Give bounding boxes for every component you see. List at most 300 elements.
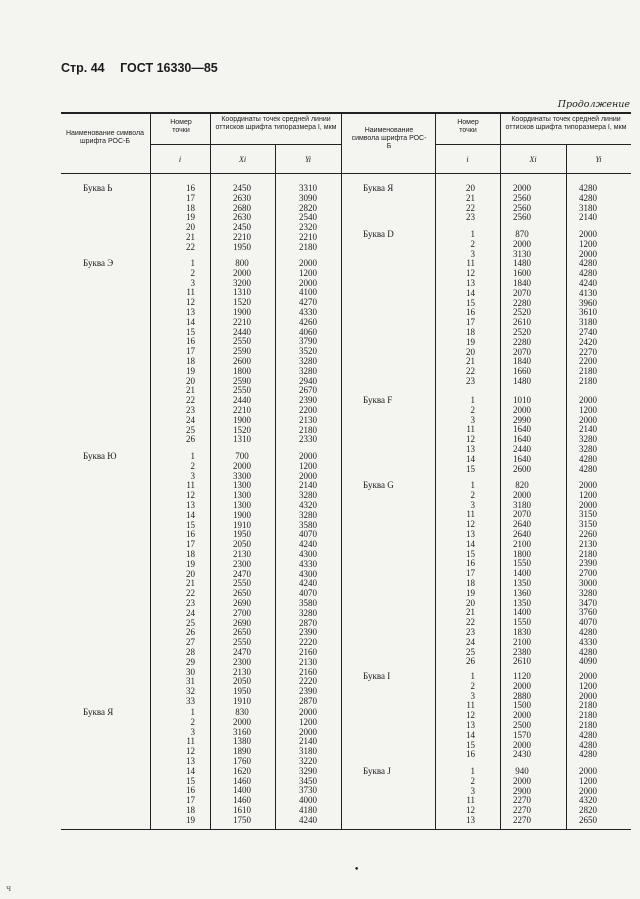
y-coordinate: 1200 xyxy=(579,489,597,500)
y-coordinate: 2000 xyxy=(299,470,317,481)
symbol-name xyxy=(341,731,436,741)
y-coordinate: 2140 xyxy=(299,480,317,491)
point-number: 22 xyxy=(466,617,475,628)
x-coordinate: 1350 xyxy=(513,577,531,588)
symbol-name xyxy=(341,618,436,628)
y-coordinate: 2700 xyxy=(579,568,597,579)
x-coordinate: 1570 xyxy=(513,729,531,740)
x-coordinate: 2210 xyxy=(233,316,251,327)
point-number: 33 xyxy=(186,695,195,706)
point-number: 14 xyxy=(186,765,195,776)
point-number: 13 xyxy=(186,499,195,510)
symbol-name xyxy=(341,787,436,797)
x-coordinate: 1760 xyxy=(233,755,251,766)
x-coordinate: 1900 xyxy=(233,509,251,520)
y-coordinate: 2320 xyxy=(299,222,317,233)
y-coordinate: 2540 xyxy=(299,212,317,223)
point-number: 23 xyxy=(466,375,475,386)
x-coordinate: 2070 xyxy=(513,346,531,357)
y-coordinate: 3310 xyxy=(299,183,317,193)
y-coordinate: 3150 xyxy=(579,519,597,530)
header-coords-right: Координаты точек средней линии оттисков шрифта типоразмера I, мкм xyxy=(505,116,627,131)
symbol-name xyxy=(61,609,156,619)
x-coordinate: 2130 xyxy=(233,666,251,677)
y-coordinate: 2390 xyxy=(299,395,317,406)
y-coordinate: 3610 xyxy=(579,307,597,318)
y-coordinate: 2130 xyxy=(299,414,317,425)
header-number-right: Номер точки xyxy=(457,119,479,134)
symbol-name: Буква Э xyxy=(83,258,114,268)
symbol-name xyxy=(61,213,156,223)
point-number: 24 xyxy=(186,414,195,425)
point-number: 11 xyxy=(466,795,475,806)
x-coordinate: 2560 xyxy=(513,212,531,223)
y-coordinate: 2820 xyxy=(299,202,317,213)
x-coordinate: 940 xyxy=(515,766,529,776)
point-number: 13 xyxy=(466,719,475,730)
symbol-name xyxy=(61,728,156,738)
y-coordinate: 4280 xyxy=(579,453,597,464)
y-coordinate: 2390 xyxy=(299,686,317,697)
y-coordinate: 4280 xyxy=(579,739,597,750)
x-coordinate: 2550 xyxy=(233,578,251,589)
point-number: 14 xyxy=(466,538,475,549)
symbol-name xyxy=(61,416,156,426)
point-number: 12 xyxy=(466,805,475,816)
y-coordinate: 2330 xyxy=(299,434,317,445)
y-coordinate: 4070 xyxy=(579,617,597,628)
point-number: 2 xyxy=(470,238,475,249)
y-coordinate: 4280 xyxy=(579,626,597,637)
symbol-name xyxy=(341,435,436,445)
symbol-name xyxy=(341,750,436,760)
x-coordinate: 2000 xyxy=(513,739,531,750)
header-coords: Координаты точек средней линии оттисков шрифта типоразмера I, мкм xyxy=(215,116,337,131)
y-coordinate: 2000 xyxy=(579,395,597,405)
y-coordinate: 4300 xyxy=(299,548,317,559)
symbol-name xyxy=(61,462,156,472)
symbol-name xyxy=(61,638,156,648)
symbol-name xyxy=(341,501,436,511)
symbol-name: Буква J xyxy=(363,766,391,776)
y-coordinate: 3280 xyxy=(579,443,597,454)
x-coordinate: 1120 xyxy=(513,671,531,681)
point-number: 12 xyxy=(186,746,195,757)
x-coordinate: 1950 xyxy=(233,529,251,540)
point-number: 2 xyxy=(470,680,475,691)
x-coordinate: 1310 xyxy=(233,434,251,445)
symbol-name xyxy=(341,648,436,658)
symbol-name xyxy=(341,348,436,358)
symbol-name xyxy=(61,677,156,687)
x-coordinate: 2000 xyxy=(233,716,251,727)
symbol-name xyxy=(341,657,436,667)
y-coordinate: 3180 xyxy=(579,202,597,213)
x-coordinate: 3200 xyxy=(233,277,251,288)
symbol-name xyxy=(341,530,436,540)
x-coordinate: 2210 xyxy=(233,231,251,242)
x-coordinate: 1640 xyxy=(513,434,531,445)
point-number: 25 xyxy=(466,646,475,657)
point-number: 16 xyxy=(186,183,195,193)
point-number: 19 xyxy=(466,336,475,347)
point-number: 17 xyxy=(186,795,195,806)
symbol-name xyxy=(341,308,436,318)
point-number: 16 xyxy=(186,336,195,347)
x-coordinate: 1640 xyxy=(513,453,531,464)
x-coordinate: 2000 xyxy=(513,680,531,691)
letter-group xyxy=(61,708,341,826)
x-coordinate: 1900 xyxy=(233,306,251,317)
x-coordinate: 2610 xyxy=(513,317,531,328)
x-coordinate: 1840 xyxy=(513,277,531,288)
point-number: 31 xyxy=(186,676,195,687)
point-number: 1 xyxy=(470,766,475,776)
y-coordinate: 4240 xyxy=(299,539,317,550)
y-coordinate: 3220 xyxy=(299,755,317,766)
symbol-name xyxy=(61,377,156,387)
header-number: Номер точки xyxy=(170,119,192,134)
y-coordinate: 2270 xyxy=(579,346,597,357)
x-coordinate: 2650 xyxy=(233,627,251,638)
y-coordinate: 1200 xyxy=(579,238,597,249)
x-coordinate: 1300 xyxy=(233,480,251,491)
symbol-name xyxy=(61,767,156,777)
x-coordinate: 2900 xyxy=(513,785,531,796)
symbol-name xyxy=(61,540,156,550)
y-coordinate: 4280 xyxy=(579,463,597,474)
y-coordinate: 2000 xyxy=(579,248,597,259)
y-coordinate: 2130 xyxy=(579,538,597,549)
letter-group xyxy=(61,452,341,707)
symbol-name xyxy=(341,289,436,299)
point-number: 18 xyxy=(466,326,475,337)
y-coordinate: 3730 xyxy=(299,785,317,796)
symbol-name xyxy=(341,406,436,416)
point-number: 23 xyxy=(186,404,195,415)
x-coordinate: 2600 xyxy=(513,463,531,474)
y-coordinate: 3520 xyxy=(299,346,317,357)
symbol-name xyxy=(341,367,436,377)
symbol-name xyxy=(61,318,156,328)
x-coordinate: 2550 xyxy=(233,336,251,347)
symbol-name xyxy=(341,425,436,435)
symbol-name xyxy=(341,213,436,223)
y-coordinate: 2200 xyxy=(299,404,317,415)
x-coordinate: 2300 xyxy=(233,558,251,569)
x-coordinate: 3130 xyxy=(513,248,531,259)
symbol-name xyxy=(341,550,436,560)
symbol-name xyxy=(341,520,436,530)
x-coordinate: 1500 xyxy=(513,700,531,711)
y-coordinate: 4130 xyxy=(579,287,597,298)
y-coordinate: 2160 xyxy=(299,666,317,677)
x-coordinate: 2690 xyxy=(233,617,251,628)
y-coordinate: 2870 xyxy=(299,695,317,706)
y-coordinate: 2000 xyxy=(299,726,317,737)
y-coordinate: 3280 xyxy=(299,509,317,520)
x-coordinate: 1480 xyxy=(513,375,531,386)
y-coordinate: 2000 xyxy=(579,499,597,510)
y-coordinate: 2000 xyxy=(579,766,597,776)
symbol-name xyxy=(341,279,436,289)
symbol-name xyxy=(61,786,156,796)
x-coordinate: 2000 xyxy=(513,775,531,786)
point-number: 19 xyxy=(186,212,195,223)
x-coordinate: 2450 xyxy=(233,222,251,233)
x-coordinate: 2700 xyxy=(233,607,251,618)
table-top-rule xyxy=(61,112,631,114)
x-coordinate: 2640 xyxy=(513,528,531,539)
x-coordinate: 700 xyxy=(235,451,249,461)
symbol-name xyxy=(61,337,156,347)
point-number: 12 xyxy=(466,710,475,721)
point-number: 22 xyxy=(186,241,195,252)
x-coordinate: 2520 xyxy=(513,307,531,318)
y-coordinate: 3280 xyxy=(299,365,317,376)
point-number: 26 xyxy=(466,656,475,667)
symbol-name xyxy=(61,747,156,757)
letter-group xyxy=(341,672,621,760)
x-coordinate: 2100 xyxy=(513,538,531,549)
symbol-name xyxy=(61,718,156,728)
y-coordinate: 2160 xyxy=(299,646,317,657)
y-coordinate: 2420 xyxy=(579,336,597,347)
point-number: 17 xyxy=(186,346,195,357)
header-sub-rule-right xyxy=(435,144,631,145)
point-number: 1 xyxy=(470,480,475,490)
point-number: 12 xyxy=(466,434,475,445)
point-number: 3 xyxy=(190,277,195,288)
point-number: 11 xyxy=(466,424,475,435)
x-coordinate: 2000 xyxy=(513,710,531,721)
y-coordinate: 3470 xyxy=(579,597,597,608)
x-coordinate: 1460 xyxy=(233,775,251,786)
point-number: 15 xyxy=(466,463,475,474)
symbol-name xyxy=(341,701,436,711)
y-coordinate: 3290 xyxy=(299,765,317,776)
symbol-name xyxy=(341,465,436,475)
x-coordinate: 1800 xyxy=(513,548,531,559)
x-coordinate: 1830 xyxy=(513,626,531,637)
y-coordinate: 2740 xyxy=(579,326,597,337)
symbol-name xyxy=(61,367,156,377)
x-coordinate: 1300 xyxy=(233,490,251,501)
x-coordinate: 1360 xyxy=(513,587,531,598)
symbol-name xyxy=(61,619,156,629)
point-number: 15 xyxy=(466,297,475,308)
y-coordinate: 2200 xyxy=(579,356,597,367)
y-coordinate: 1200 xyxy=(579,680,597,691)
x-coordinate: 1460 xyxy=(233,795,251,806)
x-coordinate: 2650 xyxy=(233,588,251,599)
x-coordinate: 1610 xyxy=(233,804,251,815)
letter-group xyxy=(341,481,621,667)
symbol-name xyxy=(341,796,436,806)
point-number: 21 xyxy=(466,356,475,367)
header-bottom-rule xyxy=(61,173,631,174)
point-number: 20 xyxy=(186,375,195,386)
y-coordinate: 2670 xyxy=(299,385,317,396)
point-number: 27 xyxy=(186,637,195,648)
symbol-name xyxy=(61,687,156,697)
point-number: 11 xyxy=(466,258,475,269)
x-coordinate: 2270 xyxy=(513,795,531,806)
y-coordinate: 4000 xyxy=(299,795,317,806)
x-coordinate: 2430 xyxy=(513,749,531,760)
y-coordinate: 4330 xyxy=(299,558,317,569)
symbol-name xyxy=(61,570,156,580)
header-x-right: Xi xyxy=(529,155,537,164)
y-coordinate: 2140 xyxy=(299,736,317,747)
x-coordinate: 1310 xyxy=(233,287,251,298)
symbol-name xyxy=(341,599,436,609)
y-coordinate: 3280 xyxy=(579,587,597,598)
y-coordinate: 2180 xyxy=(579,700,597,711)
point-number: 21 xyxy=(186,231,195,242)
symbol-name xyxy=(61,796,156,806)
point-number: 3 xyxy=(190,470,195,481)
y-coordinate: 4180 xyxy=(299,804,317,815)
symbol-name xyxy=(341,721,436,731)
symbol-name xyxy=(61,579,156,589)
y-coordinate: 4280 xyxy=(579,192,597,203)
point-number: 16 xyxy=(186,785,195,796)
y-coordinate: 2000 xyxy=(299,707,317,717)
symbol-name xyxy=(341,540,436,550)
point-number: 21 xyxy=(186,578,195,589)
symbol-name xyxy=(61,472,156,482)
point-number: 24 xyxy=(466,636,475,647)
y-coordinate: 1200 xyxy=(579,404,597,415)
symbol-name xyxy=(61,589,156,599)
y-coordinate: 3960 xyxy=(579,297,597,308)
y-coordinate: 4280 xyxy=(579,183,597,193)
y-coordinate: 2180 xyxy=(299,424,317,435)
y-coordinate: 4270 xyxy=(299,297,317,308)
y-coordinate: 4320 xyxy=(579,795,597,806)
y-coordinate: 2180 xyxy=(579,375,597,386)
point-number: 17 xyxy=(466,568,475,579)
x-coordinate: 2210 xyxy=(233,404,251,415)
symbol-name xyxy=(341,806,436,816)
point-number: 3 xyxy=(470,499,475,510)
x-coordinate: 1910 xyxy=(233,695,251,706)
x-coordinate: 1950 xyxy=(233,686,251,697)
symbol-name xyxy=(61,347,156,357)
y-coordinate: 2130 xyxy=(299,656,317,667)
symbol-name xyxy=(61,521,156,531)
y-coordinate: 2390 xyxy=(579,558,597,569)
point-number: 18 xyxy=(186,202,195,213)
x-coordinate: 2550 xyxy=(233,637,251,648)
point-number: 32 xyxy=(186,686,195,697)
x-coordinate: 1380 xyxy=(233,736,251,747)
x-coordinate: 2590 xyxy=(233,375,251,386)
y-coordinate: 3180 xyxy=(299,746,317,757)
y-coordinate: 3280 xyxy=(299,355,317,366)
point-number: 28 xyxy=(186,646,195,657)
y-coordinate: 4280 xyxy=(579,729,597,740)
y-coordinate: 1200 xyxy=(299,460,317,471)
point-number: 20 xyxy=(186,222,195,233)
symbol-name xyxy=(61,511,156,521)
symbol-name xyxy=(341,579,436,589)
symbol-name xyxy=(341,510,436,520)
x-coordinate: 2280 xyxy=(513,297,531,308)
x-coordinate: 2000 xyxy=(513,238,531,249)
letter-group xyxy=(341,767,621,826)
y-coordinate: 3280 xyxy=(299,490,317,501)
symbol-name xyxy=(61,233,156,243)
symbol-name xyxy=(61,668,156,678)
y-coordinate: 4090 xyxy=(579,656,597,667)
point-number: 24 xyxy=(186,607,195,618)
x-coordinate: 1620 xyxy=(233,765,251,776)
symbol-name: Буква Ь xyxy=(83,183,113,193)
point-number: 20 xyxy=(186,568,195,579)
point-number: 3 xyxy=(470,690,475,701)
symbol-name xyxy=(341,559,436,569)
y-coordinate: 4280 xyxy=(579,268,597,279)
point-number: 20 xyxy=(466,183,475,193)
header-i: i xyxy=(178,155,182,164)
symbol-name: Буква G xyxy=(363,480,394,490)
y-coordinate: 2000 xyxy=(299,258,317,268)
y-coordinate: 3150 xyxy=(579,509,597,520)
point-number: 26 xyxy=(186,434,195,445)
corner-mark: ч xyxy=(6,884,12,893)
y-coordinate: 4280 xyxy=(579,258,597,269)
y-coordinate: 2000 xyxy=(299,451,317,461)
point-number: 22 xyxy=(466,202,475,213)
y-coordinate: 2260 xyxy=(579,528,597,539)
y-coordinate: 2210 xyxy=(299,231,317,242)
point-number: 18 xyxy=(186,548,195,559)
x-coordinate: 2520 xyxy=(513,326,531,337)
y-coordinate: 2180 xyxy=(299,241,317,252)
symbol-name xyxy=(341,328,436,338)
symbol-name xyxy=(341,711,436,721)
point-number: 1 xyxy=(190,451,195,461)
point-number: 22 xyxy=(466,366,475,377)
x-coordinate: 2470 xyxy=(233,646,251,657)
x-coordinate: 1950 xyxy=(233,241,251,252)
point-number: 15 xyxy=(186,326,195,337)
y-coordinate: 4330 xyxy=(579,636,597,647)
x-coordinate: 2100 xyxy=(513,636,531,647)
x-coordinate: 2880 xyxy=(513,690,531,701)
symbol-name xyxy=(61,357,156,367)
symbol-name: Буква Я xyxy=(363,183,394,193)
y-coordinate: 3090 xyxy=(299,192,317,203)
footer-mark: • xyxy=(354,865,360,875)
x-coordinate: 1550 xyxy=(513,617,531,628)
symbol-name xyxy=(61,816,156,826)
point-number: 13 xyxy=(186,755,195,766)
point-number: 22 xyxy=(186,395,195,406)
point-number: 15 xyxy=(186,775,195,786)
point-number: 16 xyxy=(466,558,475,569)
x-coordinate: 2270 xyxy=(513,814,531,825)
point-number: 2 xyxy=(470,775,475,786)
point-number: 16 xyxy=(466,307,475,318)
y-coordinate: 3790 xyxy=(299,336,317,347)
symbol-name xyxy=(341,250,436,260)
table-bottom-rule xyxy=(61,829,631,830)
point-number: 23 xyxy=(466,212,475,223)
x-coordinate: 2600 xyxy=(233,355,251,366)
